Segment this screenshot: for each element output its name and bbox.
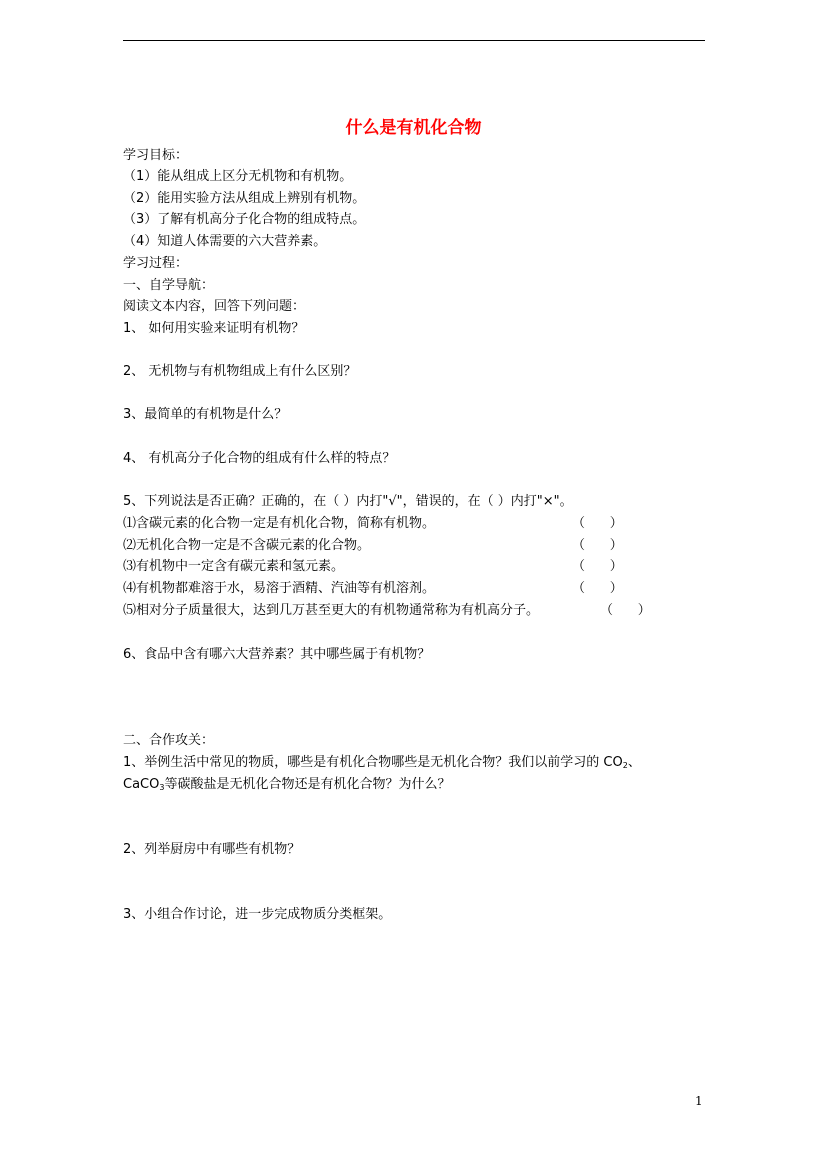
statement-5: ⑸相对分子质量很大，达到几万甚至更大的有机物通常称为有机高分子。 bbox=[123, 603, 540, 618]
statement-3: ⑶有机物中一定含有碳元素和氢元素。 bbox=[123, 559, 345, 574]
answer-blank-5[interactable]: （ ） bbox=[600, 603, 651, 618]
cooperative-question-2: 2、列举厨房中有哪些有机物？ bbox=[123, 842, 301, 857]
statement-4: ⑷有机物都难溶于水，易溶于酒精、汽油等有机溶剂。 bbox=[123, 581, 436, 596]
cooperative-question-3: 3、小组合作讨论，进一步完成物质分类框架。 bbox=[123, 907, 392, 922]
question-1: 1、 如何用实验来证明有机物？ bbox=[123, 321, 305, 336]
goal-item-3: （3）了解有机高分子化合物的组成特点。 bbox=[123, 212, 366, 227]
statement-2: ⑵无机化合物一定是不含碳元素的化合物。 bbox=[123, 538, 371, 553]
section1-heading: 一、自学导航： bbox=[123, 278, 215, 293]
goal-item-4: （4）知道人体需要的六大营养素。 bbox=[123, 234, 327, 249]
process-heading: 学习过程： bbox=[123, 256, 189, 271]
cooperative-question-1-rest: 等碳酸盐是无机化合物还是有机化合物？为什么？ bbox=[164, 777, 451, 792]
answer-blank-2[interactable]: （ ） bbox=[572, 538, 623, 553]
question-5: 5、下列说法是否正确？正确的，在（ ）内打"√"，错误的，在（ ）内打"×"。 bbox=[123, 494, 573, 509]
cooperative-question-1-comma: 、 bbox=[627, 755, 641, 770]
question-6: 6、食品中含有哪六大营养素？其中哪些属于有机物？ bbox=[123, 647, 431, 662]
answer-blank-4[interactable]: （ ） bbox=[572, 581, 623, 596]
page-number: 1 bbox=[695, 1094, 703, 1108]
question-4: 4、 有机高分子化合物的组成有什么样的特点？ bbox=[123, 451, 396, 466]
goals-heading: 学习目标： bbox=[123, 148, 189, 163]
co2-subscript: 2 bbox=[622, 761, 628, 770]
caco3-formula: CaCO bbox=[123, 777, 160, 792]
answer-blank-3[interactable]: （ ） bbox=[572, 559, 623, 574]
section2-heading: 二、合作攻关： bbox=[123, 733, 215, 748]
header-rule bbox=[123, 40, 705, 41]
answer-blank-1[interactable]: （ ） bbox=[572, 516, 623, 531]
question-2: 2、 无机物与有机物组成上有什么区别？ bbox=[123, 364, 357, 379]
goal-item-1: （1）能从组成上区分无机物和有机物。 bbox=[123, 169, 353, 184]
goal-item-2: （2）能用实验方法从组成上辨别有机物。 bbox=[123, 191, 366, 206]
question-3: 3、最简单的有机物是什么？ bbox=[123, 407, 288, 422]
statement-1: ⑴含碳元素的化合物一定是有机化合物，简称有机物。 bbox=[123, 516, 436, 531]
caco3-subscript: 3 bbox=[159, 783, 165, 792]
reading-instruction: 阅读文本内容，回答下列问题： bbox=[123, 299, 306, 314]
cooperative-question-1-line2 bbox=[123, 775, 450, 795]
document-title: 什么是有机化合物 bbox=[345, 118, 482, 138]
cooperative-question-1-text: 1、举例生活中常见的物质，哪些是有机化合物哪些是无机化合物？我们以前学习的 CO bbox=[123, 755, 623, 770]
cooperative-question-1-line1 bbox=[123, 753, 641, 773]
